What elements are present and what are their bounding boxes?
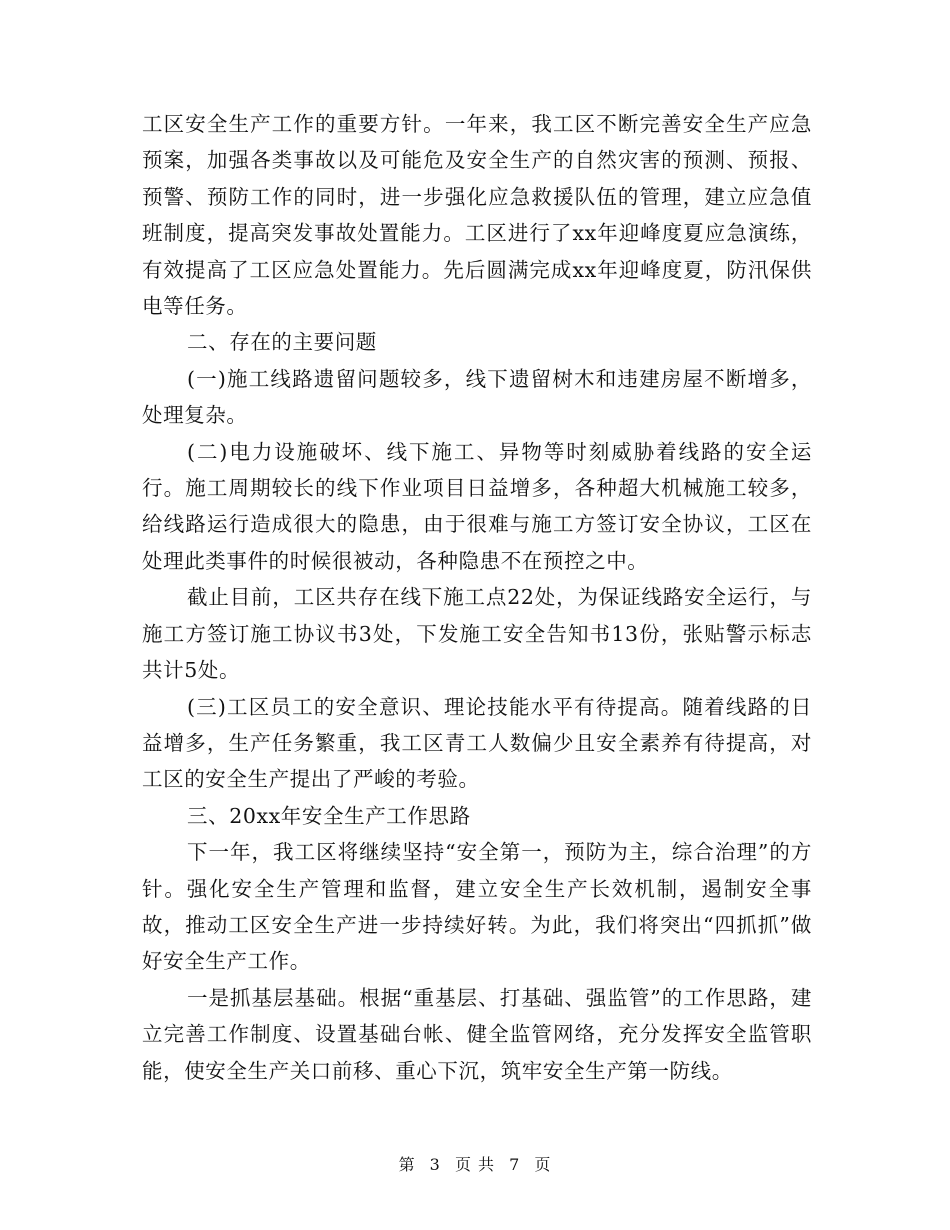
- paragraph-plan-item-1: 一是抓基层基础。根据“重基层、打基础、强监管”的工作思路，建立完善工作制度、设置基础台帐、健全监管网络，充分发挥安全监管职能，使安全生产关口前移、重心下沉，筑牢安全生产第一防线。: [142, 985, 812, 1083]
- footer-page-number: 3: [429, 1155, 441, 1174]
- footer-total-pages: 7: [509, 1155, 521, 1174]
- paragraph-problem-3: (三)工区员工的安全意识、理论技能水平有待提高。随着线路的日益增多，生产任务繁重，我工区青工人数偏少且安全素养有待提高，对工区的安全生产提出了严峻的考验。: [142, 694, 812, 792]
- section-heading-problems: 二、存在的主要问题: [187, 330, 377, 355]
- footer-suffix: 页: [534, 1155, 552, 1174]
- paragraph-continuation: 工区安全生产工作的重要方针。一年来，我工区不断完善安全生产应急预案，加强各类事故以及可能危及安全生产的自然灾害的预测、预报、预警、预防工作的同时，进一步强化应急救援队伍的管理，建立应急值班制度，提高突发事故处置能力。工区进行了xx年迎峰度夏应急演练，有效提高了工区应急处置能力。先后圆满完成xx年迎峰度夏，防汛保供电等任务。: [142, 112, 812, 319]
- paragraph-problem-1: (一)施工线路遗留问题较多，线下遗留树木和违建房屋不断增多，处理复杂。: [142, 366, 812, 428]
- footer-prefix: 第: [398, 1155, 416, 1174]
- paragraph-statistics: 截止目前，工区共存在线下施工点22处，为保证线路安全运行，与施工方签订施工协议书3处，下发施工安全告知书13份，张贴警示标志共计5处。: [142, 585, 812, 683]
- page-footer: [0, 1152, 950, 1175]
- section-heading-plan: 三、20xx年安全生产工作思路: [187, 803, 471, 828]
- paragraph-problem-2: (二)电力设施破坏、线下施工、异物等时刻威胁着线路的安全运行。施工周期较长的线下作业项目日益增多，各种超大机械施工较多，给线路运行造成很大的隐患，由于很难与施工方签订安全协议，工区在处理此类事件的时候很被动，各种隐患不在预控之中。: [142, 439, 812, 573]
- paragraph-plan-intro: 下一年，我工区将继续坚持“安全第一，预防为主，综合治理”的方针。强化安全生产管理和监督，建立安全生产长效机制，遏制安全事故，推动工区安全生产进一步持续好转。为此，我们将突出“四抓抓”做好安全生产工作。: [142, 840, 812, 974]
- document-body: [142, 106, 812, 1089]
- footer-middle: 页 共: [454, 1155, 496, 1174]
